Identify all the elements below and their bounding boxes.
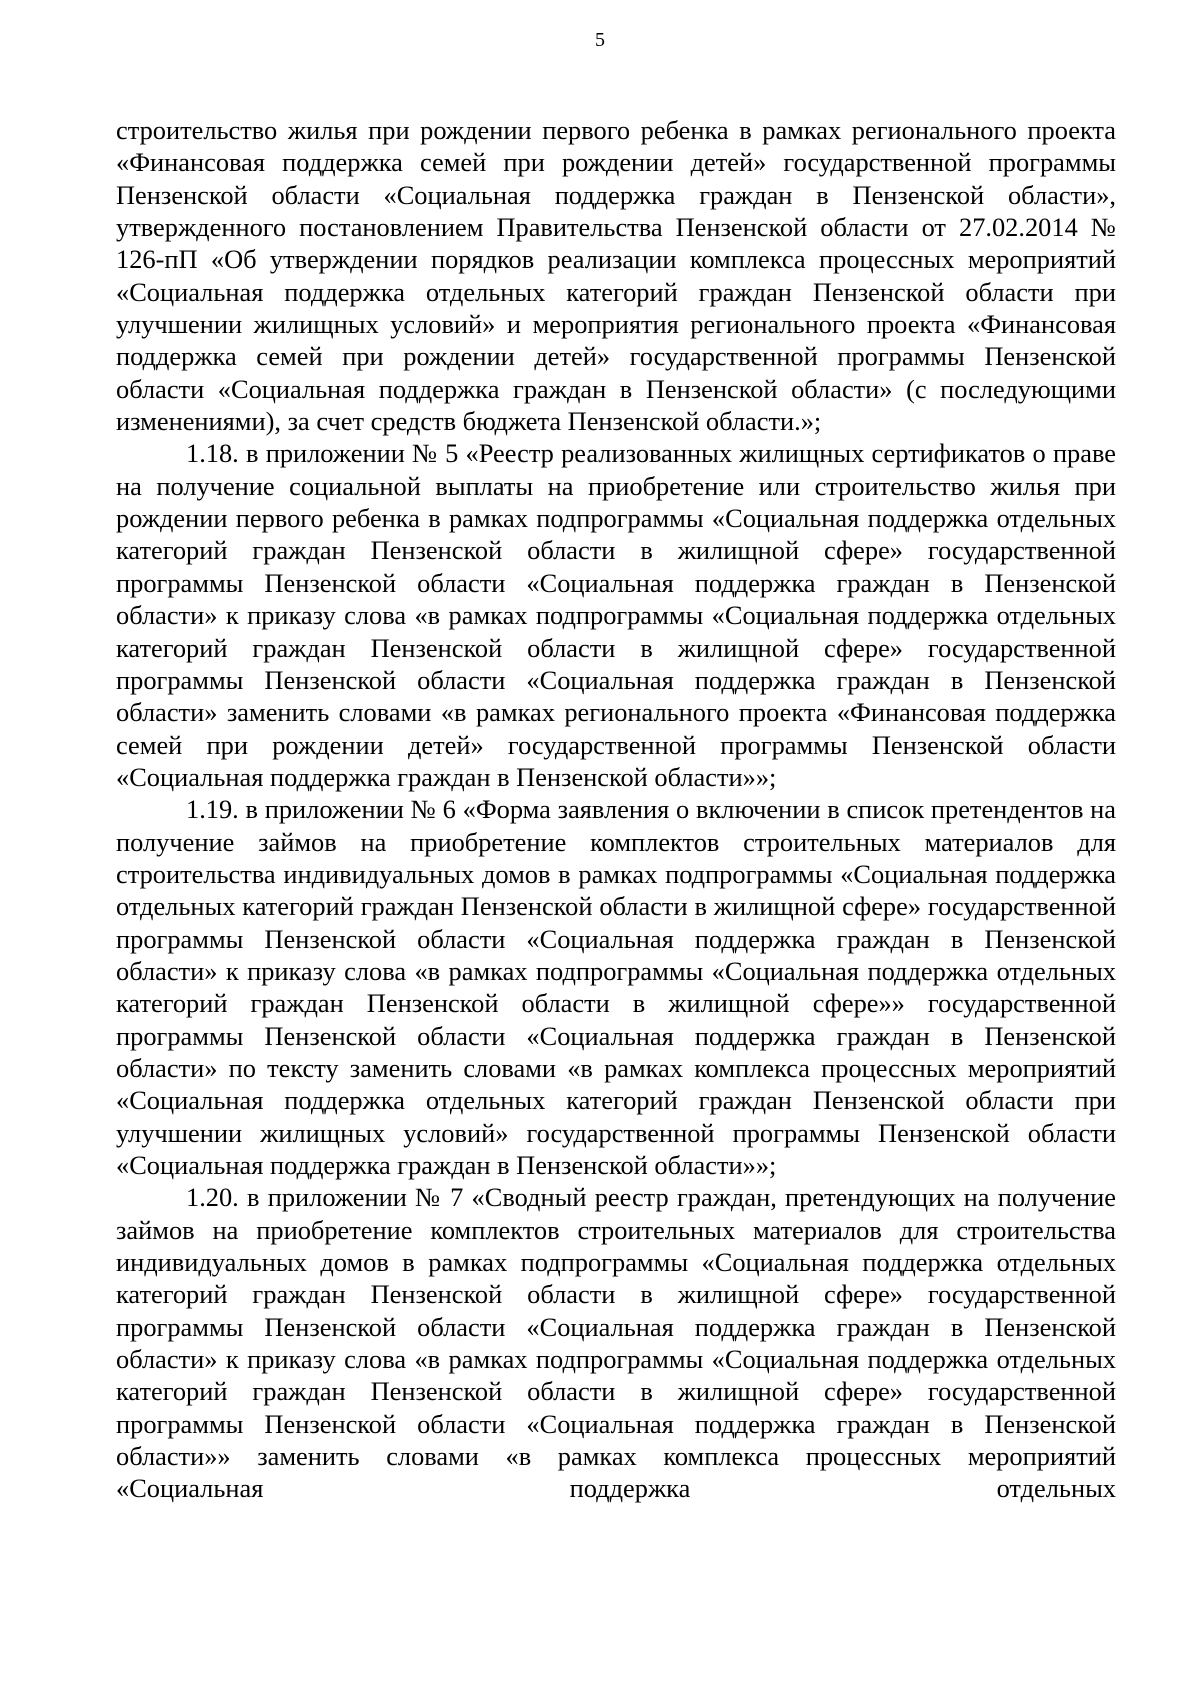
page-number: 5 bbox=[595, 29, 605, 51]
paragraph-item-1-18: 1.18. в приложении № 5 «Реестр реализованных жилищных сертификатов о праве на получение социальной выплаты на приобретение или строительство жилья при рождении первого ребенка в рамках подпрограммы «Социальная поддержка отдельных категорий граждан Пензенской области в жилищной сфере» государственной программы Пензенской области «Социальная поддержка граждан в Пензенской области» к приказу слова «в рамках подпрограммы «Социальная поддержка отдельных категорий граждан Пензенской области в жилищной сфере» государственной программы Пензенской области «Социальная поддержка граждан в Пензенской области» заменить словами «в рамках регионального проекта «Финансовая поддержка семей при рождении детей» государственной программы Пензенской области «Социальная поддержка граждан в Пензенской области»»; bbox=[116, 438, 1116, 792]
paragraph-item-1-20: 1.20. в приложении № 7 «Сводный реестр граждан, претендующих на получение займов на приобретение комплектов строительных материалов для строительства индивидуальных домов в рамках подпрограммы «Социальная поддержка отдельных категорий граждан Пензенской области в жилищной сфере» государственной программы Пензенской области «Социальная поддержка граждан в Пензенской области» к приказу слова «в рамках подпрограммы «Социальная поддержка отдельных категорий граждан Пензенской области в жилищной сфере» государственной программы Пензенской области «Социальная поддержка граждан в Пензенской области»» заменить словами «в рамках комплекса процессных мероприятий «Социальная поддержка отдельных bbox=[116, 1182, 1116, 1504]
document-body bbox=[116, 114, 1116, 1505]
paragraph-item-1-19: 1.19. в приложении № 6 «Форма заявления о включении в список претендентов на получение займов на приобретение комплектов строительных материалов для строительства индивидуальных домов в рамках подпрограммы «Социальная поддержка отдельных категорий граждан Пензенской области в жилищной сфере» государственной программы Пензенской области «Социальная поддержка граждан в Пензенской области» к приказу слова «в рамках подпрограммы «Социальная поддержка отдельных категорий граждан Пензенской области в жилищной сфере»» государственной программы Пензенской области «Социальная поддержка граждан в Пензенской области» по тексту заменить словами «в рамках комплекса процессных мероприятий «Социальная поддержка отдельных категорий граждан Пензенской области при улучшении жилищных условий» государственной программы Пензенской области «Социальная поддержка граждан в Пензенской области»»; bbox=[116, 794, 1116, 1180]
paragraph-continuation: строительство жилья при рождении первого ребенка в рамках регионального проекта «Финансовая поддержка семей при рождении детей» государственной программы Пензенской области «Социальная поддержка граждан в Пензенской области», утвержденного постановлением Правительства Пензенской области от 27.02.2014 № 126-пП «Об утверждении порядков реализации комплекса процессных мероприятий «Социальная поддержка отдельных категорий граждан Пензенской области при улучшении жилищных условий» и мероприятия регионального проекта «Финансовая поддержка семей при рождении детей» государственной программы Пензенской области «Социальная поддержка граждан в Пензенской области» (с последующими изменениями), за счет средств бюджета Пензенской области.»; bbox=[116, 115, 1116, 437]
